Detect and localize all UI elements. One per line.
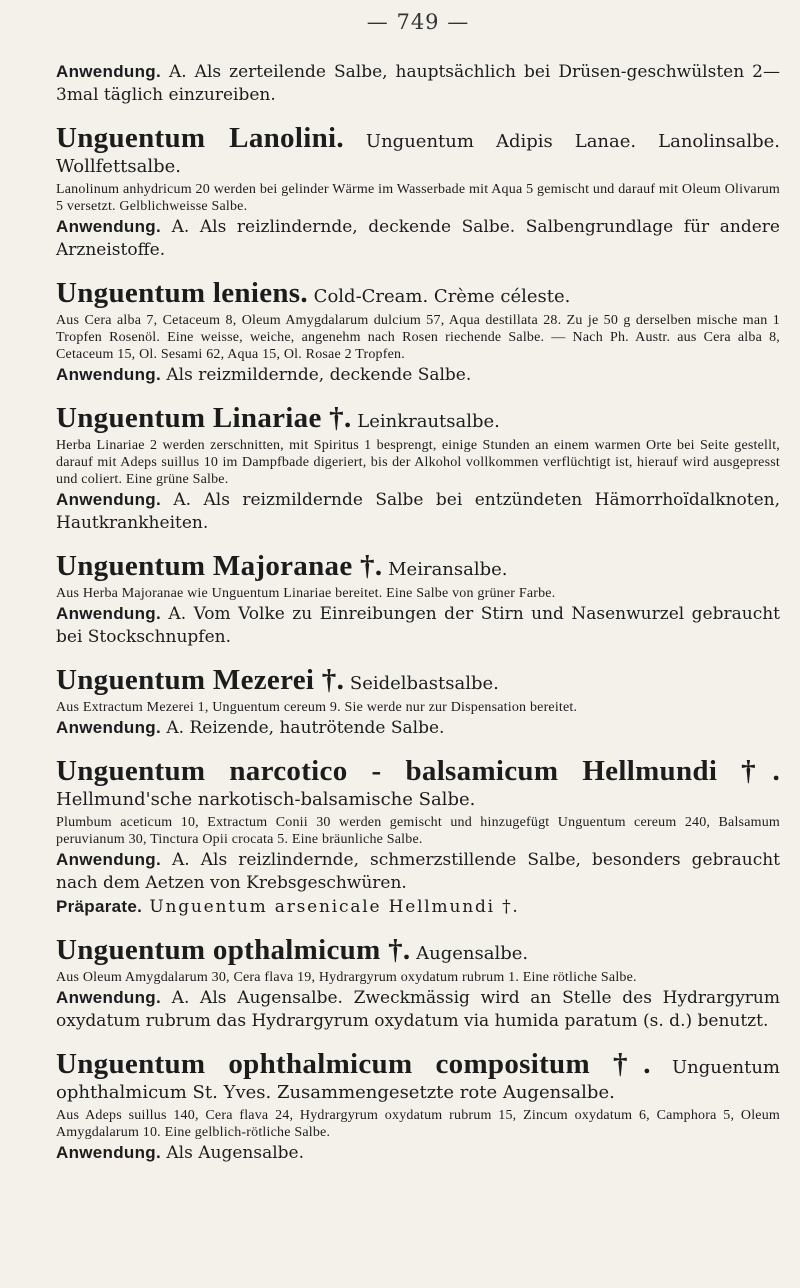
- usage-line: [56, 363, 780, 387]
- entry-lanolini: [56, 121, 780, 262]
- entry-heading-line: [56, 549, 780, 602]
- entry-description: Aus Extractum Mezerei 1, Unguentum cereum 9. Sie werde nur zur Dispensation bereitet.: [56, 700, 578, 715]
- entry-heading-line: [56, 121, 780, 215]
- entry-description: Aus Herba Majoranae wie Unguentum Linariae bereitet. Eine Salbe von grüner Farbe.: [56, 586, 556, 601]
- entry-title: Unguentum opthalmicum †.: [56, 934, 411, 966]
- entry-description: Herba Linariae 2 werden zerschnitten, mit Spiritus 1 besprengt, einige Stunden an einem warmen Orte bei Seite gestellt, darauf mit Adeps suillus 10 im Dampfbade digeriert, bis der Alkohol vollkommen verflüchtigt ist, hierauf wird ausgepresst und coliert. Eine grüne Salbe.: [56, 438, 780, 487]
- usage-line: [56, 986, 780, 1033]
- entry-majoranae: [56, 549, 780, 649]
- entry-heading-line: [56, 933, 780, 986]
- usage-text: Als reizmildernde, deckende Salbe.: [160, 365, 472, 385]
- preparations-label: Präparate.: [56, 897, 143, 916]
- entry-heading-line: [56, 1047, 780, 1141]
- usage-label: Anwendung.: [56, 365, 161, 384]
- page-number: — 749 —: [366, 10, 470, 34]
- entry-translation: Unguentum Adipis Lanae. Lanolinsalbe. Wollfettsalbe.: [56, 131, 780, 177]
- usage-label: Anwendung.: [56, 604, 161, 623]
- usage-line: [56, 215, 780, 262]
- entry-title: Unguentum leniens.: [56, 277, 308, 309]
- entry-linariae: [56, 401, 780, 535]
- entry-translation: Hellmund'sche narkotisch-balsamische Salbe.: [56, 789, 476, 810]
- usage-line: [56, 602, 780, 649]
- usage-text: A. Als reizlindernde, schmerzstillende Salbe, besonders gebraucht nach dem Aetzen von Krebsgeschwüren.: [56, 850, 780, 893]
- usage-label: Anwendung.: [56, 62, 161, 81]
- usage-label: Anwendung.: [56, 490, 161, 509]
- entry-title: Unguentum ophthalmicum compositum †.: [56, 1048, 651, 1080]
- usage-text: A. Als Augensalbe. Zweckmässig wird an Stelle des Hydrargyrum oxydatum rubrum das Hydrargyrum oxydatum via humida paratum (s. d.) benutzt.: [56, 988, 780, 1031]
- entry-description: Plumbum aceticum 10, Extractum Conii 30 werden gemischt und hinzugefügt Unguentum cereum 240, Balsamum peruvianum 30, Tinctura Opii crocata 5. Eine bräunliche Salbe.: [56, 815, 780, 847]
- document-page: [56, 10, 780, 1179]
- usage-label: Anwendung.: [56, 850, 161, 869]
- entry-translation: Meiransalbe.: [382, 559, 508, 580]
- entry-title: Unguentum Mezerei †.: [56, 664, 345, 696]
- entry-description: Aus Adeps suillus 140, Cera flava 24, Hydrargyrum oxydatum rubrum 15, Zincum oxydatum 6, Camphora 5, Oleum Amygdalarum 10. Eine gelblich-rötliche Salbe.: [56, 1108, 780, 1140]
- entry-heading-line: [56, 663, 780, 716]
- usage-label: Anwendung.: [56, 217, 161, 236]
- entry-translation: Augensalbe.: [410, 943, 529, 964]
- usage-line: [56, 716, 780, 740]
- entry-opthalmicum: [56, 933, 780, 1033]
- usage-line: [56, 848, 780, 895]
- entry-compositum: [56, 1047, 780, 1165]
- usage-text: A. Vom Volke zu Einreibungen der Stirn und Nasenwurzel gebraucht bei Stockschnupfen.: [56, 604, 780, 647]
- usage-text: A. Als zerteilende Salbe, hauptsächlich bei Drüsen-geschwülsten 2—3mal täglich einzureiben.: [56, 62, 780, 105]
- entry-heading-line: [56, 754, 780, 848]
- entry-mezerei: [56, 663, 780, 740]
- entry-translation: Unguentum ophthalmicum St. Yves. Zusammengesetzte rote Augensalbe.: [56, 1057, 780, 1103]
- entry-translation: Seidelbastsalbe.: [344, 673, 499, 694]
- usage-line: [56, 1141, 780, 1165]
- usage-text: A. Als reizmildernde Salbe bei entzündeten Hämorrhoïdalknoten, Hautkrankheiten.: [56, 490, 780, 533]
- preparations-text: Unguentum arsenicale Hellmundi †.: [142, 897, 520, 917]
- entry-translation: Leinkrautsalbe.: [351, 411, 500, 432]
- usage-line: [56, 60, 780, 107]
- usage-text: A. Reizende, hautrötende Salbe.: [160, 718, 445, 738]
- entry-leniens: [56, 276, 780, 387]
- entry-title: Unguentum Linariae †.: [56, 402, 352, 434]
- entry-heading-line: [56, 276, 780, 363]
- entry-description: Aus Cera alba 7, Cetaceum 8, Oleum Amygdalarum dulcium 57, Aqua destillata 28. Zu je 50 g derselben mische man 1 Tropfen Rosenöl. Eine weisse, weiche, angenehm nach Rosen riechende Salbe. — Nach Ph. Austr. aus Cera alba 8, Cetaceum 15, Ol. Sesami 62, Aqua 15, Ol. Rosae 2 Tropfen.: [56, 313, 780, 362]
- usage-label: Anwendung.: [56, 1143, 161, 1162]
- entry-description: Aus Oleum Amygdalarum 30, Cera flava 19, Hydrargyrum oxydatum rubrum 1. Eine rötliche Salbe.: [56, 970, 637, 985]
- usage-label: Anwendung.: [56, 718, 161, 737]
- intro-paragraph: [56, 60, 780, 107]
- entry-description: Lanolinum anhydricum 20 werden bei gelinder Wärme im Wasserbade mit Aqua 5 gemischt und darauf mit Oleum Olivarum 5 versetzt. Gelblichweisse Salbe.: [56, 182, 780, 214]
- entry-title: Unguentum narcotico - balsamicum Hellmundi †.: [56, 755, 780, 787]
- usage-text: A. Als reizlindernde, deckende Salbe. Salbengrundlage für andere Arzneistoffe.: [56, 217, 780, 260]
- entry-translation: Cold-Cream. Crème céleste.: [307, 286, 571, 307]
- entry-title: Unguentum Lanolini.: [56, 122, 344, 154]
- usage-text: Als Augensalbe.: [160, 1143, 304, 1163]
- usage-line: [56, 488, 780, 535]
- entry-title: Unguentum Majoranae †.: [56, 550, 383, 582]
- usage-label: Anwendung.: [56, 988, 161, 1007]
- entry-hellmundi: [56, 754, 780, 919]
- entry-heading-line: [56, 401, 780, 488]
- preparations-line: [56, 895, 780, 919]
